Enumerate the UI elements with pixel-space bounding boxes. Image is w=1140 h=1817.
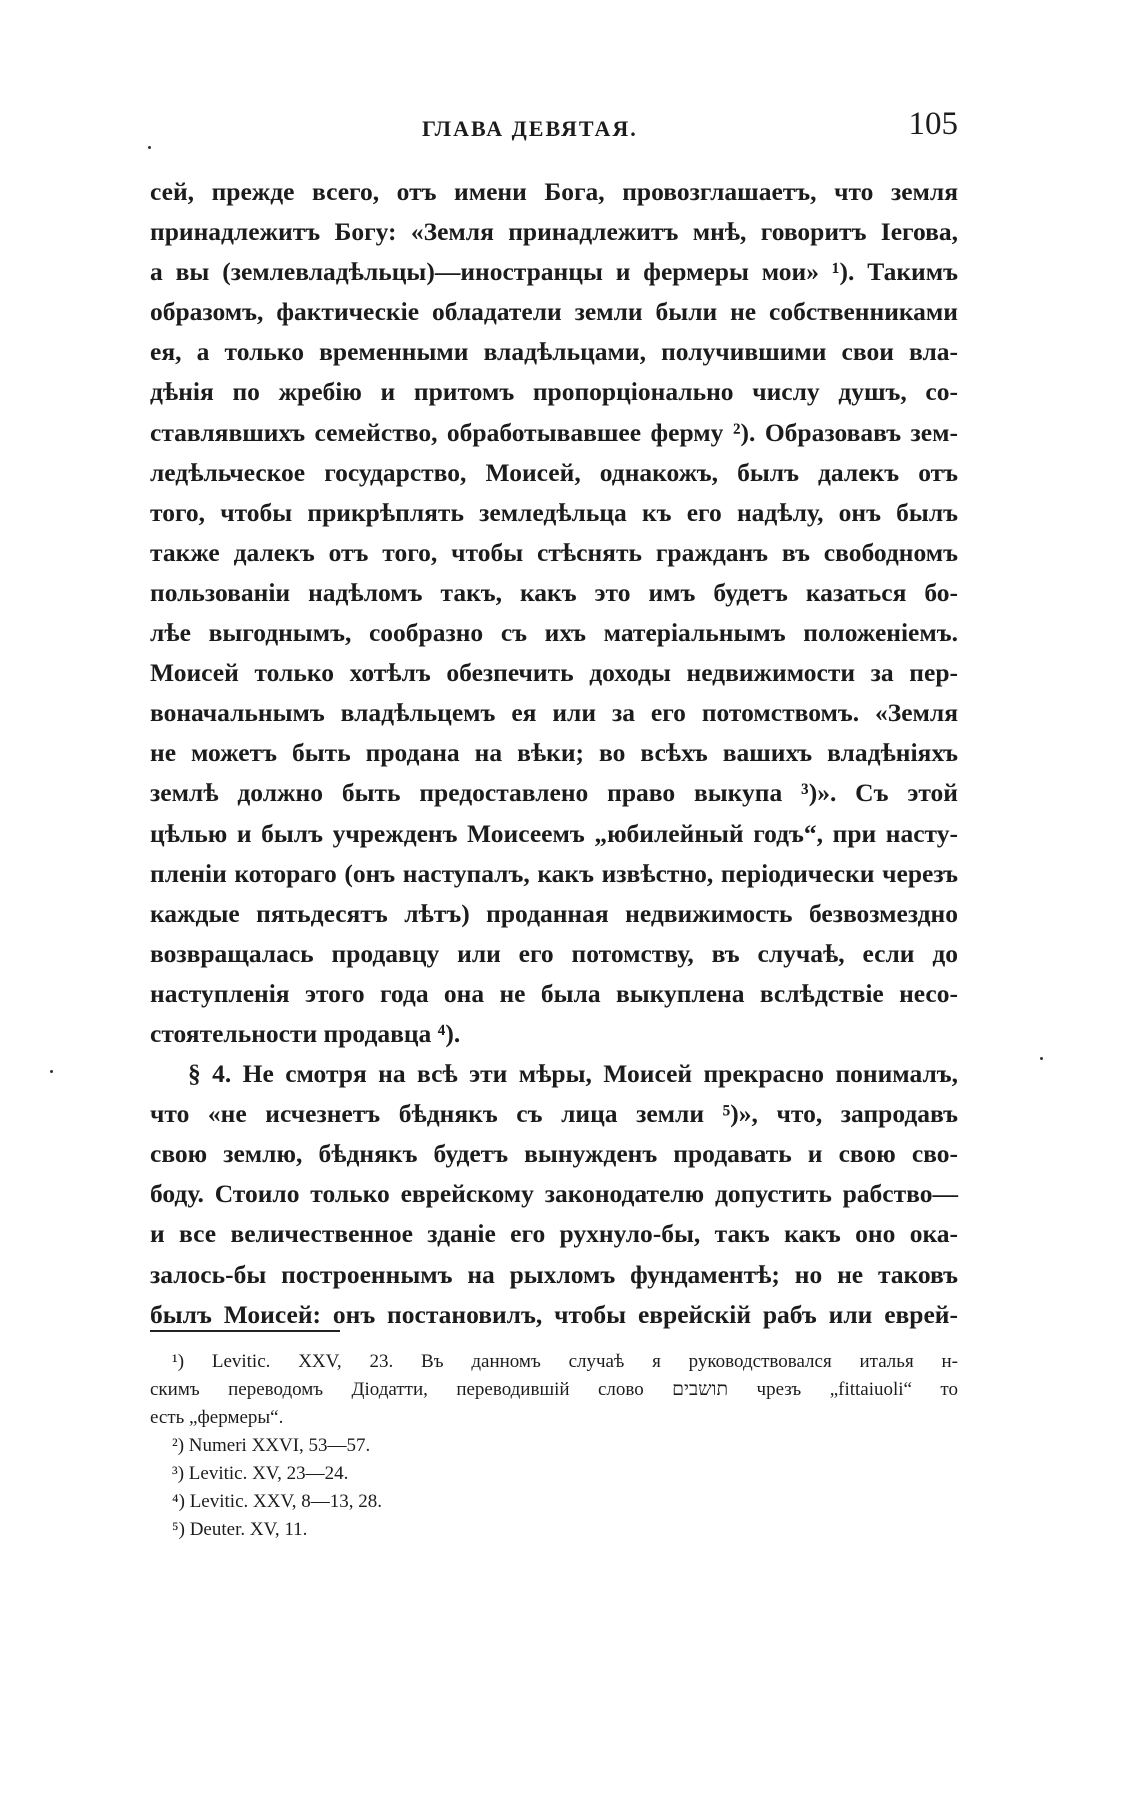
page-header: [150, 96, 958, 146]
text-line: того, чтобы прикрѣплять земледѣльца къ его надѣлу, онъ былъ: [150, 497, 958, 527]
text-line: залось-бы построеннымъ на рыхломъ фундаментѣ; но не таковъ: [150, 1259, 958, 1289]
text-line: сей, прежде всего, отъ имени Бога, провозглашаетъ, что земля: [150, 177, 958, 206]
text-line: каждые пятьдесятъ лѣтъ) проданная недвижимость безвозмездно: [150, 898, 958, 928]
text-line: принадлежитъ Богу: «Земля принадлежитъ мнѣ, говоритъ Іегова,: [150, 217, 958, 247]
footnote-line: скимъ переводомъ Діодатти, переводившій слово תושבים чрезъ „fittaiuoli“ то: [150, 1379, 958, 1400]
text-line: наступленія этого года она не была выкуплена вслѣдствіе несо-: [150, 978, 958, 1008]
text-line: возвращалась продавцу или его потомству, въ случаѣ, если до: [150, 938, 958, 968]
text-line: воначальнымъ владѣльцемъ ея или за его потомствомъ. «Земля: [150, 698, 958, 728]
text-line: не можетъ быть продана на вѣки; во всѣхъ вашихъ владѣніяхъ: [150, 738, 958, 768]
text-line: ея, а только временными владѣльцами, получившими свои вла-: [150, 337, 958, 367]
text-line: ледѣльческое государство, Моисей, однакожъ, былъ далекъ отъ: [150, 457, 958, 487]
footnote-line: ⁴) Levitic. XXV, 8—13, 28.: [172, 1491, 382, 1512]
text-line: былъ Моисей: онъ постановилъ, чтобы еврейскій рабъ или еврей-: [150, 1299, 958, 1329]
footnotes: [150, 1348, 958, 1544]
footnote-line: ¹) Levitic. XXV, 23. Въ данномъ случаѣ я руководствовался италья н-: [172, 1351, 958, 1372]
footnote-line: ⁵) Deuter. XV, 11.: [172, 1519, 308, 1540]
text-line: стоятельности продавца ⁴).: [150, 1018, 461, 1048]
body-text: [150, 172, 958, 1335]
footnote-divider: [150, 1330, 340, 1332]
text-line: а вы (землевладѣльцы)—иностранцы и фермеры мои» ¹). Такимъ: [150, 257, 958, 287]
text-line: и все величественное зданіе его рухнуло-бы, такъ какъ оно ока-: [150, 1219, 958, 1249]
running-head: ГЛАВА ДЕВЯТАЯ.: [422, 116, 638, 141]
print-speck: [1040, 1057, 1043, 1060]
print-speck: [50, 1070, 53, 1073]
text-line: образомъ, фактическіе обладатели земли были не собственниками: [150, 297, 958, 327]
text-line: лѣе выгоднымъ, сообразно съ ихъ матеріальнымъ положеніемъ.: [150, 618, 958, 648]
footnote-line: ²) Numeri XXVI, 53—57.: [172, 1435, 371, 1456]
text-line: Моисей только хотѣлъ обезпечить доходы недвижимости за пер-: [150, 658, 958, 688]
print-speck: [148, 146, 151, 149]
text-line: свою землю, бѣднякъ будетъ вынужденъ продавать и свою сво-: [150, 1139, 958, 1169]
text-line: также далекъ отъ того, чтобы стѣснять гражданъ въ свободномъ: [150, 537, 958, 567]
page-number: 105: [908, 106, 958, 142]
text-line: что «не исчезнетъ бѣднякъ съ лица земли ⁵)», что, запродавъ: [150, 1099, 958, 1129]
footnote-line: есть „фермеры“.: [150, 1407, 284, 1428]
footnote-line: ³) Levitic. XV, 23—24.: [172, 1463, 349, 1484]
section-heading-line: § 4. Не смотря на всѣ эти мѣры, Моисей прекрасно понималъ,: [188, 1059, 958, 1089]
text-line: боду. Стоило только еврейскому законодателю допустить рабство—: [150, 1179, 958, 1209]
text-line: ставлявшихъ семейство, обработывавшее ферму ²). Образовавъ зем-: [150, 417, 958, 447]
text-line: пленіи котораго (онъ наступалъ, какъ извѣстно, періодически черезъ: [150, 858, 958, 888]
text-line: пользованіи надѣломъ такъ, какъ это имъ будетъ казаться бо-: [150, 577, 958, 607]
text-line: дѣнія по жребію и притомъ пропорціонально числу душъ, со-: [150, 377, 958, 407]
text-line: землѣ должно быть предоставлено право выкупа ³)». Съ этой: [150, 778, 958, 808]
text-line: цѣлью и былъ учрежденъ Моисеемъ „юбилейный годъ“, при насту-: [150, 818, 958, 848]
